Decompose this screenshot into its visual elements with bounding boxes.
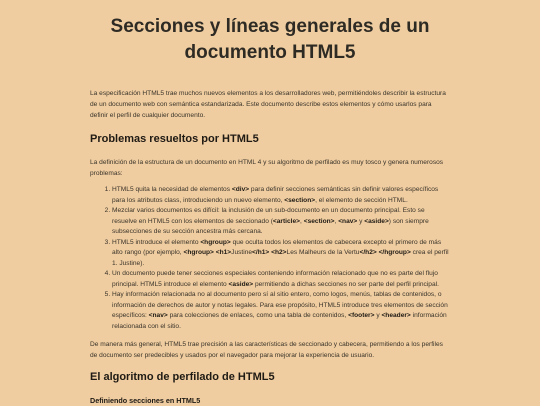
page-title: Secciones y líneas generales de un documento HTML5 [110,16,430,63]
item-text: Un documento puede tener secciones especiales conteniendo información relacionado que no es parte del flujo principal. HTML5 introduce el elemento [112,270,438,288]
code-element: <aside> [228,280,254,288]
code-element: <div> [231,186,250,193]
item-text: permitiendo a dichas secciones no ser parte del perfil principal. [253,280,439,288]
subsection-heading: Definiendo secciones en HTML5 [90,396,201,405]
problems-list [90,185,450,332]
code-element: <aside> [364,217,389,225]
code-element: <hgroup> [183,249,214,256]
intro-paragraph: La especificación HTML5 trae muchos nuevos elementos a los desarrolladores web, permitiéndoles describir la estructura de un documento web con semántica estandarizada. Este documento describe estos elementos y cómo usarlos para definir el perfil de cualquier documento. [90,90,446,119]
code-element: </h1> [252,249,270,256]
code-element: <nav> [148,312,168,319]
item-text: Les Malheurs de la Vertu [286,249,360,256]
section-intro-paragraph: La definición de la estructura de un documento en HTML 4 y su algoritmo de perfilado es muy tosco y genera numerosos problemas: [90,159,444,177]
list-item [112,238,450,270]
code-element: <footer> [348,312,375,319]
item-text: para definir secciones semánticas sin definir valores específicos para los atributos class, introduciendo un nuevo elemento, [112,186,439,204]
item-text: y [374,312,382,319]
item-text: crea el perfil 1. Justine). [112,249,449,267]
list-item [112,185,450,206]
code-element: </hgroup> [378,249,411,256]
section-heading-problems: Problemas resueltos por HTML5 [90,133,259,145]
code-element: <article> [272,217,301,225]
item-text: , [300,217,304,225]
list-item [112,269,450,290]
item-text: Hay información relacionada no al documento pero sí al sitio entero, como logos, menús, tablas de contenidos, o información de derechos de autor y notas legales. Para ese propósito, HTML5 introduce tres elementos de sección específicos: [112,291,448,319]
item-text: Mezclar varios documentos es difícil: la inclusión de un sub-documento en un documento principal. Esto se resuelve en HTML5 con los elementos de seccionado ( [112,207,425,225]
section-heading-algorithm: El algoritmo de perfilado de HTML5 [90,371,275,383]
code-element: <h1> [215,249,232,256]
item-text: Justine [231,249,253,256]
code-element: <h2> [271,249,287,256]
item-text: y [357,217,365,225]
list-item [112,290,450,332]
item-text: HTML5 introduce el elemento [112,238,201,246]
list-item [112,206,450,238]
code-element: <section> [284,196,316,204]
item-text: , [334,217,339,225]
item-text: para colecciones de enlaces, como una tabla de contenidos, [167,312,349,319]
item-text: ) son siempre subsecciones de su sección ancestra más cercana. [112,217,429,235]
code-element: <hgroup> [200,238,231,246]
code-element: <section> [303,217,335,225]
item-text: HTML5 quita la necesidad de elementos [112,186,232,193]
summary-paragraph: De manera más general, HTML5 trae precisión a las características de seccionado y cabecera, permitiendo a los perfiles de documento ser predecibles y usados por el navegador para mejorar la experiencia de usuario. [90,341,443,359]
code-element: <nav> [338,217,358,225]
item-text: que oculta todos los elementos de cabecera excepto el primero de más alto rango (por ejemplo, [112,238,442,256]
item-text: , el elemento de sección HTML. [315,196,408,204]
item-text: información relacionada con el sitio. [112,312,447,330]
code-element: </h2> [359,249,377,256]
code-element: <header> [381,312,411,319]
